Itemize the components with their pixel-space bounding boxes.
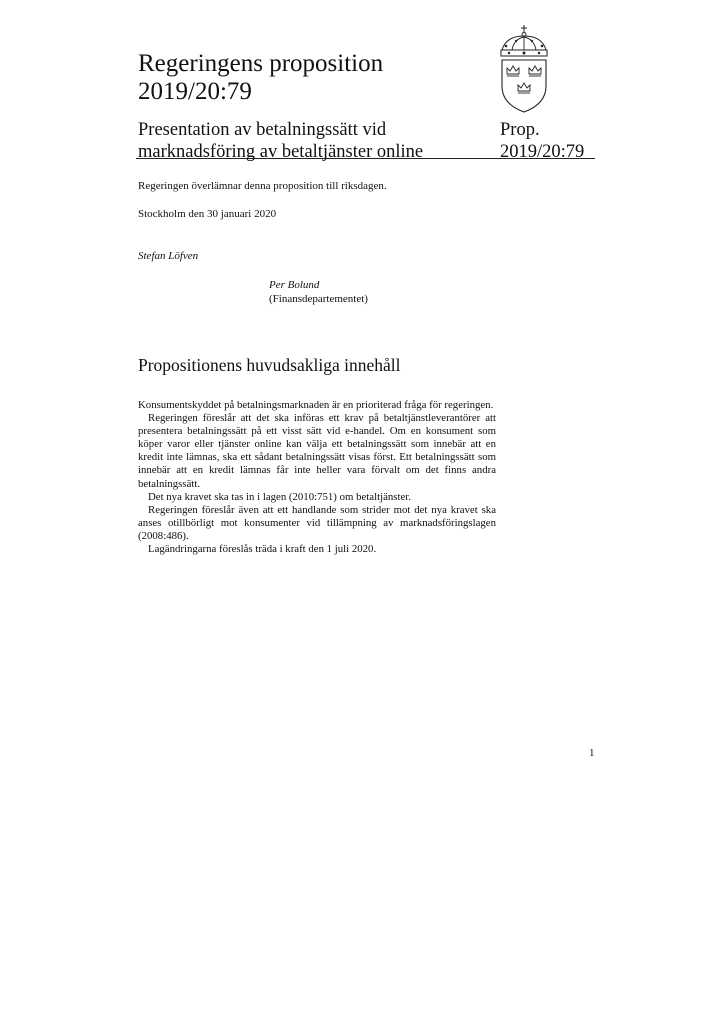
proposition-subtitle — [138, 119, 488, 163]
document-title — [138, 50, 383, 106]
paragraph: Regeringen föreslår även att ett handlande som strider mot det nya kravet ska anses otillbörligt mot konsumenter vid tillämpning av marknadsföringslagen (2008:486). — [138, 503, 496, 542]
page-number: 1 — [589, 747, 595, 759]
paragraph: Konsumentskyddet på betalningsmarknaden är en prioriterad fråga för regeringen. — [138, 399, 494, 411]
title-line-1: Regeringens proposition — [138, 50, 384, 77]
signature-prime-minister: Stefan Löfven — [138, 250, 199, 262]
place-date: Stockholm den 30 januari 2020 — [138, 208, 277, 220]
prop-label: Prop. — [500, 120, 540, 140]
section-heading: Propositionens huvudsakliga innehåll — [138, 355, 401, 375]
proposition-reference — [500, 119, 584, 163]
paragraph: Lagändringarna föreslås träda i kraft den 1 juli 2020. — [148, 543, 377, 556]
department-name: (Finansdepartementet) — [269, 293, 368, 305]
subtitle-line-2: marknadsföring av betaltjänster online — [138, 142, 424, 162]
title-line-2: 2019/20:79 — [138, 78, 252, 105]
swedish-government-crest-icon — [496, 24, 552, 114]
header-divider — [136, 158, 595, 159]
intro-statement: Regeringen överlämnar denna proposition till riksdagen. — [138, 180, 387, 192]
prop-number: 2019/20:79 — [500, 142, 585, 162]
paragraph: Regeringen föreslår att det ska införas ett krav på betaltjänstleverantörer att presentera betalningssätt på ett visst sätt vid e-handel. Om en konsument som köper varor eller tjänster online kan välja ett betalningssätt som innebär att en kredit inte lämnas, ska ett sådant betalningssätt visas först. Ett betalningssätt som innebär att en kredit lämnas får inte heller vara förvalt om det finns andra betalningssätt. — [138, 412, 496, 490]
signature-minister: Per Bolund — [269, 279, 320, 291]
section-body — [138, 399, 496, 556]
paragraph: Det nya kravet ska tas in i lagen (2010:751) om betaltjänster. — [148, 490, 411, 503]
subtitle-line-1: Presentation av betalningssätt vid — [138, 120, 387, 140]
